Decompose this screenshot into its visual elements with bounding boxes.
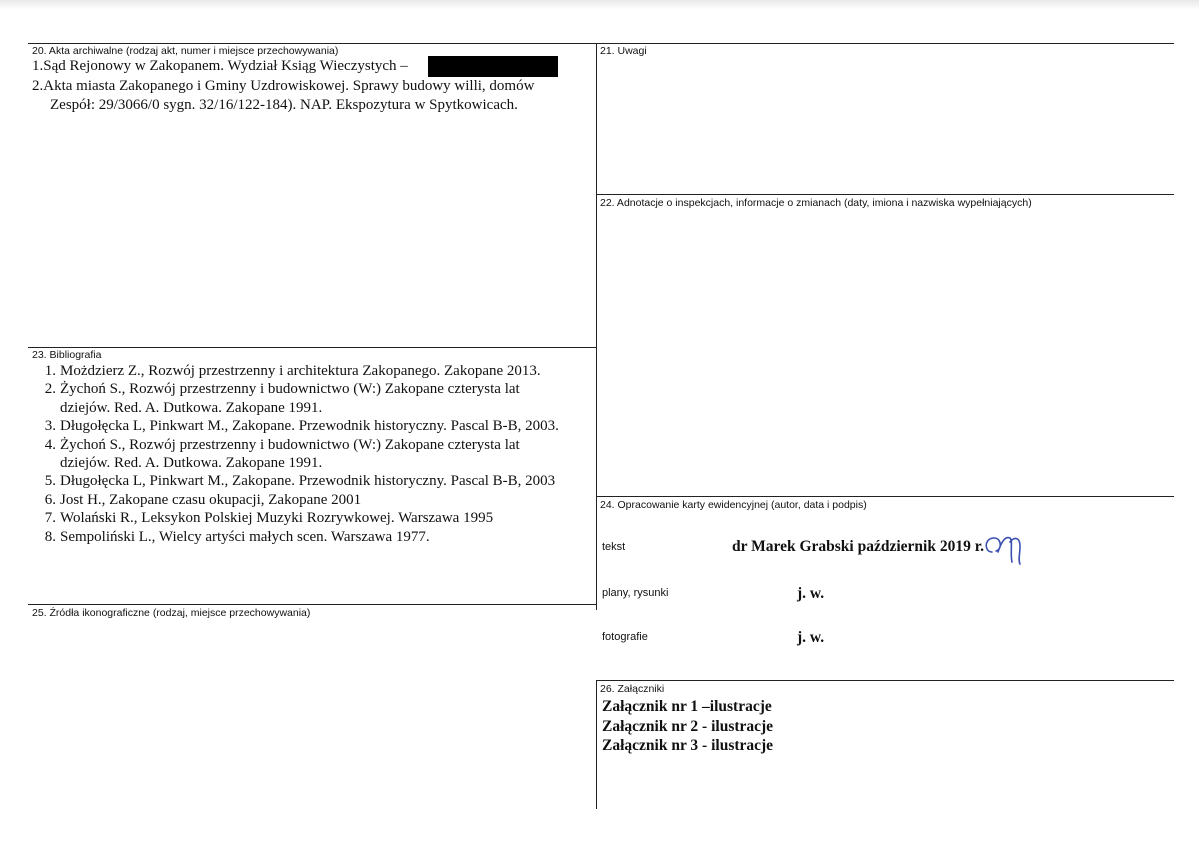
bibliography-text: Jost H., Zakopane czasu okupacji, Zakopane 2001 [60, 491, 362, 508]
section-25-label: 25. Źródła ikonograficzne (rodzaj, miejsce przechowywania) [32, 607, 311, 619]
bibliography-number: 2. [44, 381, 56, 398]
column-divider-left [596, 43, 597, 610]
bibliography-item [34, 380, 559, 398]
plany-label: plany, rysunki [602, 587, 669, 599]
bibliography-text: Żychoń S., Rozwój przestrzenny i budownictwo (W:) Zakopane czterysta lat [60, 436, 520, 453]
bibliography-item [34, 417, 559, 435]
bibliography-item [34, 436, 559, 454]
column-divider-right [596, 680, 597, 809]
bibliography-item [34, 472, 559, 490]
bibliography-text: Sempoliński L., Wielcy artyści małych scen. Warszawa 1977. [60, 528, 430, 545]
attachment-item: Załącznik nr 1 –ilustracje [602, 698, 772, 715]
bibliography-number: 3. [44, 418, 56, 435]
bibliography-text: Wolański R., Leksykon Polskiej Muzyki Rozrywkowej. Warszawa 1995 [60, 510, 494, 527]
bibliography-list [34, 362, 559, 546]
scan-top-band [0, 0, 1199, 10]
fotografie-label: fotografie [602, 631, 648, 643]
bibliography-continuation: dziejów. Red. A. Dutkowa. Zakopane 1991. [60, 455, 323, 472]
section-20-label: 20. Akta archiwalne (rodzaj akt, numer i miejsce przechowywania) [32, 45, 339, 57]
attachment-item: Załącznik nr 2 - ilustracje [602, 717, 774, 735]
bibliography-number: 7. [44, 510, 56, 527]
redaction-block [428, 56, 558, 77]
section-22-label: 22. Adnotacje o inspekcjach, informacje o zmianach (daty, imiona i nazwiska wypełniających) [600, 197, 1032, 209]
section-21-label: 21. Uwagi [600, 45, 647, 57]
top-border-line [28, 43, 1174, 44]
attachment-item: Załącznik nr 3 - ilustracje [602, 737, 774, 754]
fotografie-value: j. w. [797, 629, 825, 646]
bibliography-number: 6. [44, 491, 56, 508]
archive-line-2: 2.Akta miasta Zakopanego i Gminy Uzdrowiskowej. Sprawy budowy willi, domów [32, 78, 535, 94]
divider-22-24 [596, 496, 1174, 497]
tekst-value: dr Marek Grabski październik 2019 r. [732, 538, 985, 555]
bibliography-number: 8. [44, 528, 56, 545]
bibliography-item [34, 509, 559, 527]
bibliography-item [34, 491, 559, 509]
section-26-label: 26. Załączniki [600, 683, 665, 695]
bibliography-number: 5. [44, 473, 56, 490]
bibliography-text: Długołęcka L, Pinkwart M., Zakopane. Przewodnik historyczny. Pascal B-B, 2003. [60, 418, 559, 435]
divider-21-22 [596, 194, 1174, 195]
section-23-label: 23. Bibliografia [32, 349, 102, 361]
bibliography-number: 1. [44, 363, 56, 379]
archive-line-1: 1.Sąd Rejonowy w Zakopanem. Wydział Ksiąg Wieczystych – [32, 58, 408, 74]
bibliography-text: Żychoń S., Rozwój przestrzenny i budownictwo (W:) Zakopane czterysta lat [60, 381, 520, 398]
bibliography-text: Długołęcka L, Pinkwart M., Zakopane. Przewodnik historyczny. Pascal B-B, 2003 [60, 473, 556, 490]
archive-line-3: Zespół: 29/3066/0 sygn. 32/16/122-184). NAP. Ekspozytura w Spytkowicach. [50, 97, 518, 113]
section-24-label: 24. Opracowanie karty ewidencyjnej (autor, data i podpis) [600, 499, 867, 511]
signature-icon [980, 530, 1030, 566]
plany-value: j. w. [797, 585, 825, 602]
bibliography-text: Możdzierz Z., Rozwój przestrzenny i architektura Zakopanego. Zakopane 2013. [60, 363, 541, 379]
bibliography-item [34, 362, 559, 380]
bibliography-number: 4. [44, 436, 56, 453]
tekst-label: tekst [602, 541, 626, 553]
attachments-list [602, 697, 773, 756]
divider-20-23 [28, 347, 596, 348]
divider-23-25 [28, 604, 596, 605]
divider-24-26 [596, 680, 1174, 681]
bibliography-continuation: dziejów. Red. A. Dutkowa. Zakopane 1991. [60, 399, 323, 416]
bibliography-item [34, 528, 559, 546]
